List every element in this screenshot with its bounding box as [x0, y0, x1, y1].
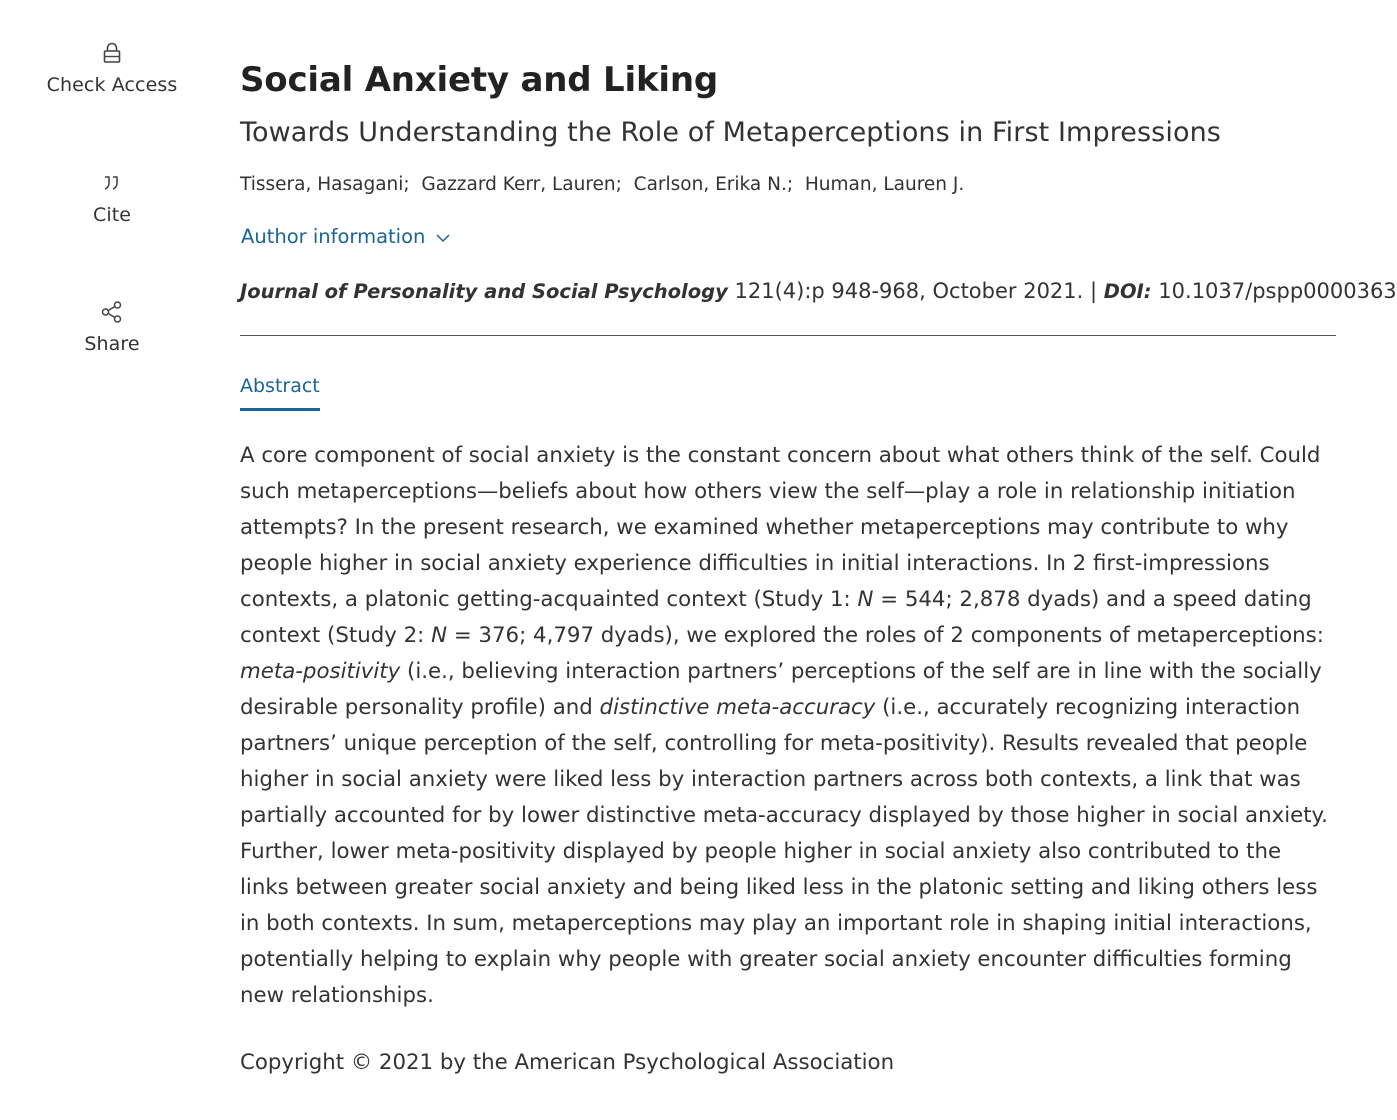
citation-details: 121(4):p 948-968, October 2021.: [734, 279, 1084, 303]
chevron-down-icon: [435, 232, 451, 244]
author-name[interactable]: Human, Lauren J.: [804, 174, 965, 195]
cite-button[interactable]: [0, 170, 224, 226]
author-name[interactable]: Gazzard Kerr, Lauren;: [421, 174, 622, 195]
citation-separator: |: [1090, 279, 1098, 303]
abstract-term: meta-positivity: [240, 659, 401, 684]
citation-line: [240, 279, 1397, 303]
abstract-text-segment: = 544; 2,878 dyads) and a speed dating context (Study 2:: [240, 587, 1312, 648]
sample-size-symbol: N: [857, 587, 874, 612]
abstract-body: [240, 438, 1332, 1014]
doi-label: DOI:: [1103, 280, 1152, 303]
share-button[interactable]: [0, 299, 224, 355]
author-name[interactable]: Tissera, Hasagani;: [240, 174, 410, 195]
article-subtitle: Towards Understanding the Role of Metaperceptions in First Impressions: [240, 117, 1221, 148]
check-access-button[interactable]: [0, 40, 224, 96]
quote-icon: [99, 170, 125, 196]
doi-value[interactable]: 10.1037/pspp0000363: [1158, 279, 1397, 303]
journal-name[interactable]: Journal of Personality and Social Psychology: [240, 280, 728, 303]
author-information-label: Author information: [241, 225, 426, 248]
lock-icon: [99, 40, 125, 66]
header-divider: [240, 335, 1336, 336]
cite-label: Cite: [92, 204, 132, 226]
share-icon: [99, 299, 125, 325]
abstract-text-segment: A core component of social anxiety is the constant concern about what others think of the self. Could such metaperceptions—beliefs about how others view the self—play a role in relationship initiation attempts? In the present research, we examined whether metaperceptions may contribute to why people higher in social anxiety experience difficulties in initial interactions. In 2 first-impressions contexts, a platonic getting-acquainted context (Study 1:: [240, 443, 1321, 612]
author-name[interactable]: Carlson, Erika N.;: [633, 174, 794, 195]
abstract-text-segment: (i.e., accurately recognizing interaction partners’ unique perception of the self, controlling for meta-positivity). Results revealed that people higher in social anxiety were liked less by interaction partners across both contexts, a link that was partially accounted for by lower distinctive meta-accuracy displayed by those higher in social anxiety. Further, lower meta-positivity displayed by people higher in social anxiety also contributed to the links between greater social anxiety and being liked less in the platonic setting and liking others less in both contexts. In sum, metaperceptions may play an important role in shaping initial interactions, potentially helping to explain why people with greater social anxiety encounter difficulties forming new relationships.: [240, 695, 1328, 1008]
abstract-text-segment: = 376; 4,797 dyads), we explored the roles of 2 components of metaperceptions:: [447, 623, 1324, 648]
abstract-text-segment: (i.e., believing interaction partners’ perceptions of the self are in line with the socially desirable personality profile) and: [240, 659, 1322, 720]
sample-size-symbol: N: [431, 623, 448, 648]
author-information-toggle[interactable]: [241, 225, 451, 248]
author-list: [240, 174, 964, 195]
copyright-notice: Copyright © 2021 by the American Psychological Association: [240, 1050, 895, 1075]
article-title: Social Anxiety and Liking: [240, 60, 718, 100]
tab-abstract[interactable]: Abstract: [240, 375, 320, 411]
share-label: Share: [84, 333, 140, 355]
check-access-label: Check Access: [46, 74, 178, 96]
abstract-term: distinctive meta-accuracy: [599, 695, 876, 720]
